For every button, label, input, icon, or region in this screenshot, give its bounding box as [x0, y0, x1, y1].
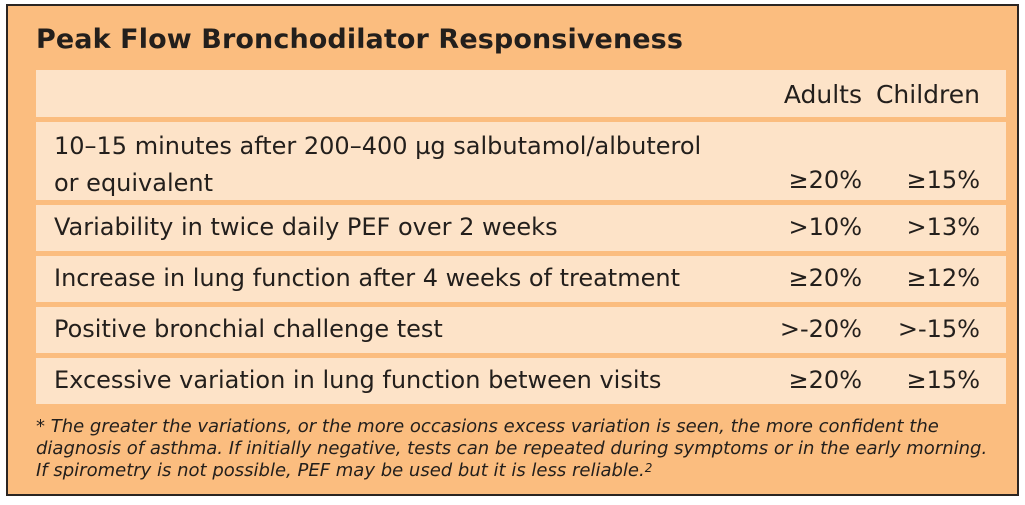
footnote-line-3: If spirometry is not possible, PEF may be used but it is less reliable. — [36, 460, 645, 481]
table-row — [36, 358, 1006, 404]
row-label-line-2: or equivalent — [54, 169, 214, 197]
adults-value: ≥20% — [788, 366, 862, 394]
row-label: Variability in twice daily PEF over 2 weeks — [54, 213, 558, 241]
info-panel — [6, 4, 1019, 496]
row-label: Positive bronchial challenge test — [54, 315, 443, 343]
column-header-children: Children — [875, 80, 980, 109]
panel-title: Peak Flow Bronchodilator Responsiveness — [36, 24, 684, 55]
row-label: Increase in lung function after 4 weeks of treatment — [54, 264, 680, 292]
row-label-line-1: 10–15 minutes after 200–400 µg salbutamol/albuterol — [54, 132, 702, 160]
column-header-adults: Adults — [783, 80, 862, 109]
table-row — [36, 205, 1006, 251]
children-value: ≥15% — [906, 166, 980, 194]
footnote — [36, 416, 996, 482]
row-label: Excessive variation in lung function between visits — [54, 366, 662, 394]
row-label — [54, 128, 734, 202]
children-value: ≥15% — [906, 366, 980, 394]
table-header-row — [36, 70, 1006, 117]
adults-value: ≥20% — [788, 264, 862, 292]
footnote-line-1: * The greater the variations, or the more occasions excess variation is seen, the more confident the — [36, 416, 939, 437]
children-value: >13% — [906, 213, 980, 241]
table-row — [36, 307, 1006, 353]
footnote-line-2: diagnosis of asthma. If initially negative, tests can be repeated during symptoms or in the early morning. — [36, 438, 988, 459]
adults-value: >-20% — [779, 315, 862, 343]
children-value: >-15% — [897, 315, 980, 343]
adults-value: >10% — [788, 213, 862, 241]
table-row — [36, 256, 1006, 302]
footnote-reference: 2 — [644, 461, 653, 475]
children-value: ≥12% — [906, 264, 980, 292]
table-row — [36, 122, 1006, 200]
adults-value: ≥20% — [788, 166, 862, 194]
responsiveness-table — [36, 70, 1006, 404]
